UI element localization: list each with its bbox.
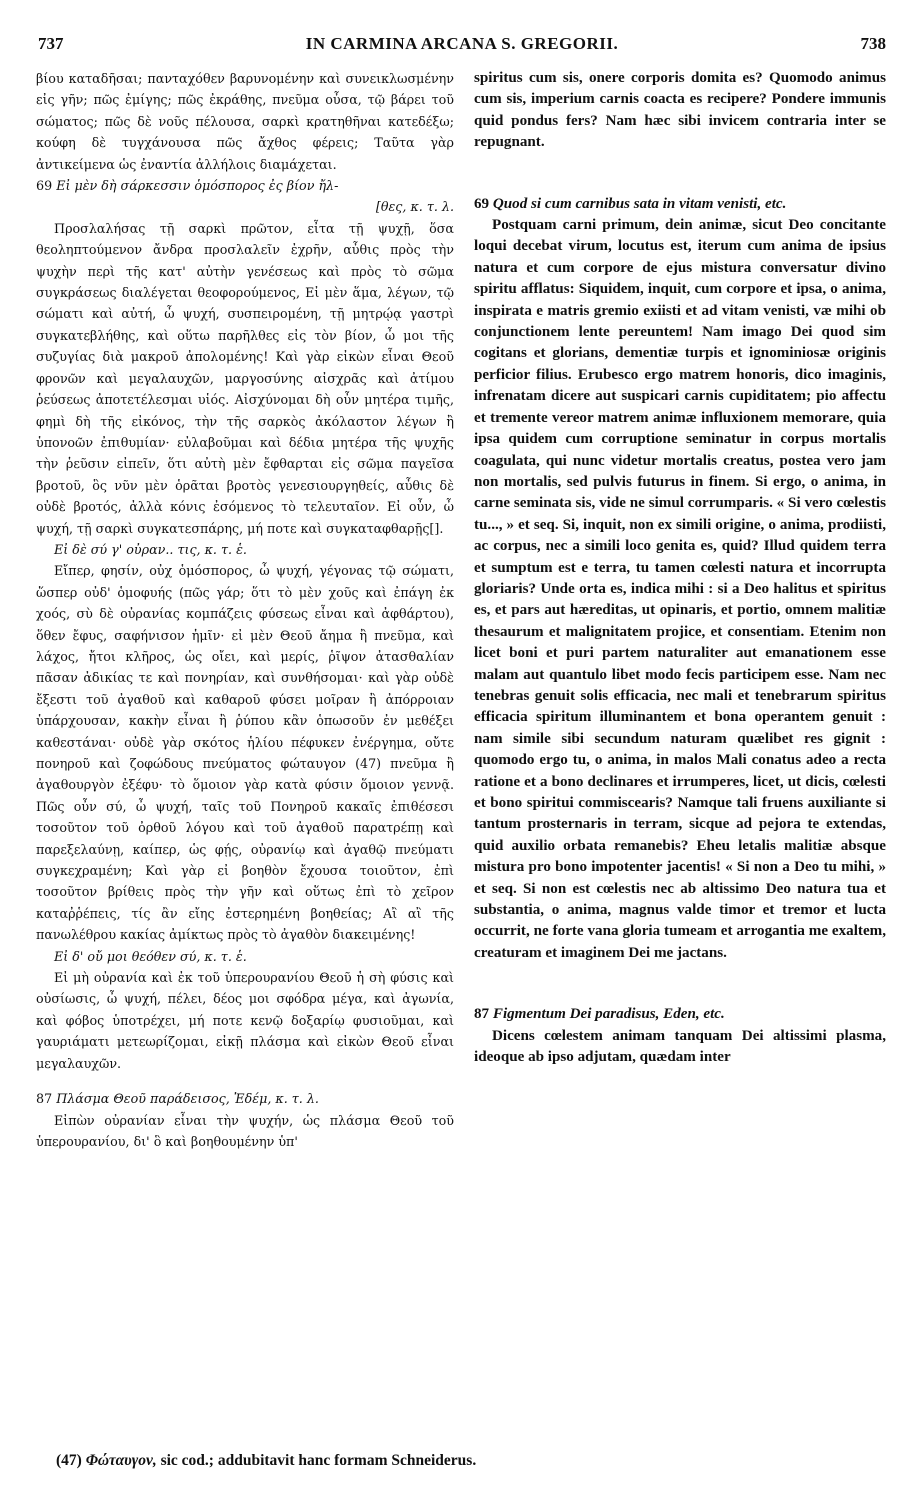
- footnote-text: sic cod.; addubitavit hanc formam Schneiderus.: [160, 1452, 477, 1469]
- page-number-right: 738: [860, 34, 886, 53]
- footnote-greek-word: Φώταυγον,: [85, 1452, 157, 1469]
- lemma-text: Figmentum Dei paradisus, Eden, etc.: [492, 1006, 725, 1023]
- footnote: [56, 1452, 876, 1470]
- latin-paragraph-3: Dicens cœlestem animam tanquam Dei altissimi plasma, ideoque ab ipso adjutam, quædam inter: [474, 1027, 886, 1066]
- greek-lemma-69: [36, 175, 454, 218]
- lemma-number: 69: [36, 178, 53, 194]
- lemma-number: 69: [474, 195, 490, 212]
- lemma-text: Πλάσμα Θεοῦ παράδεισος, Ἐδέμ, κ. τ. λ.: [56, 1091, 319, 1107]
- latin-lemma-87: [474, 1004, 886, 1025]
- running-title: IN CARMINA ARCANA S. GREGORII.: [305, 34, 619, 53]
- lemma-continuation: [θες, κ. τ. λ.: [375, 199, 454, 215]
- greek-lemma-3: Εἰ δ' οὔ μοι θεόθεν σύ, κ. τ. ἑ.: [54, 948, 247, 964]
- latin-paragraph-2: Postquam carni primum, dein animæ, sicut Deo concitante loqui decebat virum, locutus est, iterum cum anima de ipsius natura et cum corpore de ejus mistura conversatur divino spiritu afflatus: Siquidem, inquit, cum corpore et ipsa, o anima, inspirata e matris gremio exiisti et ad vitam venisti, væ mihi ob conjunctionem lente pereuntem! Nam imago Dei quod sim cogitans et glorians, dementiæ turpis et ignominiosæ originis perficior filius. Erubesco ergo matrem honoris, dico imaginis, infrenatam dicere aut suspicari carnis cupiditatem; pio affectu et tremente vereor matrem animæ influxionem memorare, quia ipsa quidem cum corruptione seminatur in corpus mortalis coagulata, qui nunc videtur mortalis creatus, postea vero jam non mortalis, sed pulvis futurus in finem. Si ergo, o anima, in carne seminata sis, vide ne simul corrumparis. « Si vero cœlestis tu..., » et seq. Si, inquit, non ex simili origine, o anima, prodiisti, ac corpus, nec a simili loco genita es, quid? Illud quidem terra et sumptum est e terra, tu tamen cœlesti natura et incorrupta gloriaris? Unde orta es, indica mihi : si a Deo halitus et spiritus es, et pars aut hæreditas, ut opinaris, et portio, omnem malitiæ thesaurum et malignitatem projice, et consentiam. Etenim non licet boni et puri partem naturaliter aut emanationem esse malam aut quantulo libet modo fecis participem esse. Nam nec tenebras genuit solis efficacia, nec mali et tenebrarum spiritus efficacia spiritum illuminantem et bona operantem genuit : nam simile sibi secundum naturam quælibet res gignit : quomodo ergo tu, o anima, in malos Mali conatus adeo a recta ratione et a bono declinares et irrumperes, licet, ut dicis, cœlesti et bono spiritui commiscearis? Namque tali fruens auxiliante si tantum prosternaris in terram, sicque ad pejora te extendas, quid auxilio orbata remanebis? Eheu letalis malitiæ absque mistura pro bono impotenter jacentis! « Si non a Deo tu mihi, » et seq. Si non est cœlestis nec ab altissimo Deo natura tua et substantia, o anima, magnus valde timor et tremor et lucta occurrit, ne forte vana gloria tumeam et arrogantia me exaltem, creaturam et imaginem Dei me jactans.: [474, 217, 886, 961]
- greek-lemma-2: Εἰ δὲ σύ γ' οὐραν.. τις, κ. τ. ἑ.: [54, 541, 247, 557]
- latin-column: [474, 68, 886, 1068]
- lemma-text: Εἰ μὲν δὴ σάρκεσσιν ὁμόσπορος ἐς βίον ἤλ-: [56, 178, 339, 194]
- page-number-left: 737: [38, 34, 64, 53]
- greek-paragraph-5: Εἰπὼν οὐρανίαν εἶναι τὴν ψυχήν, ὡς πλάσμα Θεοῦ τοῦ ὑπερουρανίου, δι' ὃ καὶ βοηθουμένην ὑπ': [36, 1112, 454, 1149]
- greek-paragraph-1: βίου καταδῆσαι; πανταχόθεν βαρυνομένην καὶ συνεικλωσμένην εἰς γῆν; πῶς ἐμίγης; πῶς ἐκράθης, πνεῦμα οὖσα, τῷ βάρει τοῦ σώματος; πῶς δὲ νοῦς πέλουσα, σαρκὶ κρατηθῆναι κατεδέξω; κούφη δὲ τυγχάνουσα πῶς ἄχθος φέρεις; Ταῦτα γὰρ ἀντικείμενα ὡς ἐναντία ἀλλήλοις διαμάχεται.: [36, 71, 454, 172]
- latin-paragraph-1: spiritus cum sis, onere corporis domita es? Quomodo animus cum sis, imperium carnis coacta es recipere? Pondere immunis quid pondus fers? Nam hæc sibi invicem contraria inter se repugnant.: [474, 70, 886, 151]
- lemma-number: 87: [36, 1091, 53, 1107]
- greek-paragraph-3: Εἴπερ, φησίν, οὐχ ὁμόσπορος, ὦ ψυχή, γέγονας τῷ σώματι, ὥσπερ οὐδ' ὁμοφυής (πῶς γάρ; ὅτι τὸ μὲν χοῦς καὶ ἐπάγη ἐκ χοός, σὺ δὲ οὐρανίας κομπάζεις φύσεως εἶναι καὶ ἀφθάρτου), ὅθεν ἔφυς, σαφήνισον ἡμῖν· εἰ μὲν Θεοῦ ἄημα ἢ πνεῦμα, καὶ λάχος, ἤτοι κλῆρος, ὡς οἴει, καὶ μερίς, ῥῖψον ἀτασθαλίαν πᾶσαν ἀδικίας τε καὶ πονηρίαν, καὶ συνθήσομαι· καὶ γὰρ οὐδὲ ἔξεστι τοῦ ἀγαθοῦ καὶ καθαροῦ φύσει μοῖραν ἢ ἀπόρροιαν ὑπάρχουσαν, κακὴν εἶναι ἢ ῥύπου κἂν ὁπωσοῦν ἐν μεθέξει καθεστάναι· οὐδὲ γὰρ σκότος ἡλίου πέφυκεν ἐνέργημα, οὔτε πονηροῦ καὶ ζοφώδους πνεύματος φώταυγον (47) πνεῦμα ἢ ἀγαθουργὸν ἐξέφυ· τὸ ὅμοιον γὰρ κατὰ φύσιν ὅμοιον γεννᾷ. Πῶς οὖν σύ, ὦ ψυχή, ταῖς τοῦ Πονηροῦ κακαῖς ἐπιθέσεσι τοσοῦτον τοῦ ὀρθοῦ λόγου καὶ τοῦ ἀγαθοῦ παρατρέπῃ καὶ παρεξελαύνῃ, καίπερ, ὡς φῄς, οὐρανίῳ καὶ ἀγαθῷ πνεύματι συγκεχραμένη; Καὶ γὰρ εἰ βοηθὸν ἔχουσα τοιοῦτον, ἐπὶ τοσοῦτον βρίθεις πρὸς τὴν γῆν καὶ οὕτως ἐπὶ τὸ χεῖρον καταῤῥέπεις, τίς ἂν εἴης ἐστερημένη βοηθείας; Αἲ αἲ τῆς πανωλέθρου κακίας ἀμίκτως πρὸς τὸ ἀγαθὸν διακειμένης!: [36, 563, 454, 943]
- running-header: [38, 34, 886, 58]
- greek-lemma-87: [36, 1088, 454, 1109]
- greek-paragraph-2: Προσλαλήσας τῇ σαρκὶ πρῶτον, εἶτα τῇ ψυχῇ, ὅσα θεοληπτούμενον ἄνδρα προσλαλεῖν ἐχρῆν, αὖθις πρὸς τὴν ψυχὴν περὶ τῆς κατ' αὐτὴν γενέσεως καὶ πρὸς τὸ σῶμα συγκράσεως διαλέγεται θεοφορούμενος, Εἰ μὲν ἅμα, λέγων, τῷ σώματι καὶ αὐτή, ὦ ψυχή, συσπειρομένη, τῇ μητρῴᾳ γαστρὶ συγκατεβλήθης, καὶ οὕτω παρῆλθες εἰς τὸν βίον, ὦ μοι τῆς συζυγίας διὰ μακροῦ ἀπολομένης! Καὶ γὰρ εἰκὼν εἶναι Θεοῦ φρονῶν καὶ μεγαλαυχῶν, μαργοσύνης αἰσχρᾶς καὶ ἀτίμου ῥεύσεως ἀποτετέλεσμαι υἱός. Αἰσχύνομαι δὴ οὖν μητέρα τιμῆς, φημὶ δὴ τῆς εἰκόνος, τὴν τῆς σαρκὸς ἀκόλαστον λέγων ἢ ὑπονοῶν ἐπιθυμίαν· εὐλαβοῦμαι καὶ δέδια μητέρα τῆς ψυχῆς τὴν ῥεῦσιν εἰπεῖν, ὅτι αὐτὴ μὲν ἔφθαρται εἰς σῶμα παγεῖσα βροτοῦ, ὃς νῦν μὲν ὁρᾶται βροτὸς γενεσιουργηθείς, αὖθις δὲ οὐδὲ βροτός, ἀλλὰ κόνις ἐσόμενος τὸ τελευταῖον. Εἰ οὖν, ὦ ψυχή, τῇ σαρκὶ συγκατεσπάρης, μή ποτε καὶ συγκαταφθαρῇς[].: [36, 220, 454, 536]
- lemma-text: Quod si cum carnibus sata in vitam venisti, etc.: [492, 195, 787, 212]
- footnote-mark: (47): [56, 1452, 82, 1469]
- latin-lemma-69: [474, 194, 886, 215]
- lemma-number: 87: [474, 1006, 490, 1023]
- greek-column: [36, 68, 454, 1152]
- greek-paragraph-4: Εἰ μὴ οὐρανία καὶ ἐκ τοῦ ὑπερουρανίου Θεοῦ ἡ σὴ φύσις καὶ οὐσίωσις, ὦ ψυχή, πέλει, δέος μοι σφόδρα μέγα, καὶ ἀγωνία, καὶ φόβος ὑποτρέχει, μή ποτε κενῷ δοξαρίῳ φυσιοῦμαι, καὶ γαυριάματι μετεωρίζομαι, εἰκῇ πλάσμα καὶ εἰκὼν Θεοῦ εἶναι μεγαλαυχῶν.: [36, 970, 454, 1071]
